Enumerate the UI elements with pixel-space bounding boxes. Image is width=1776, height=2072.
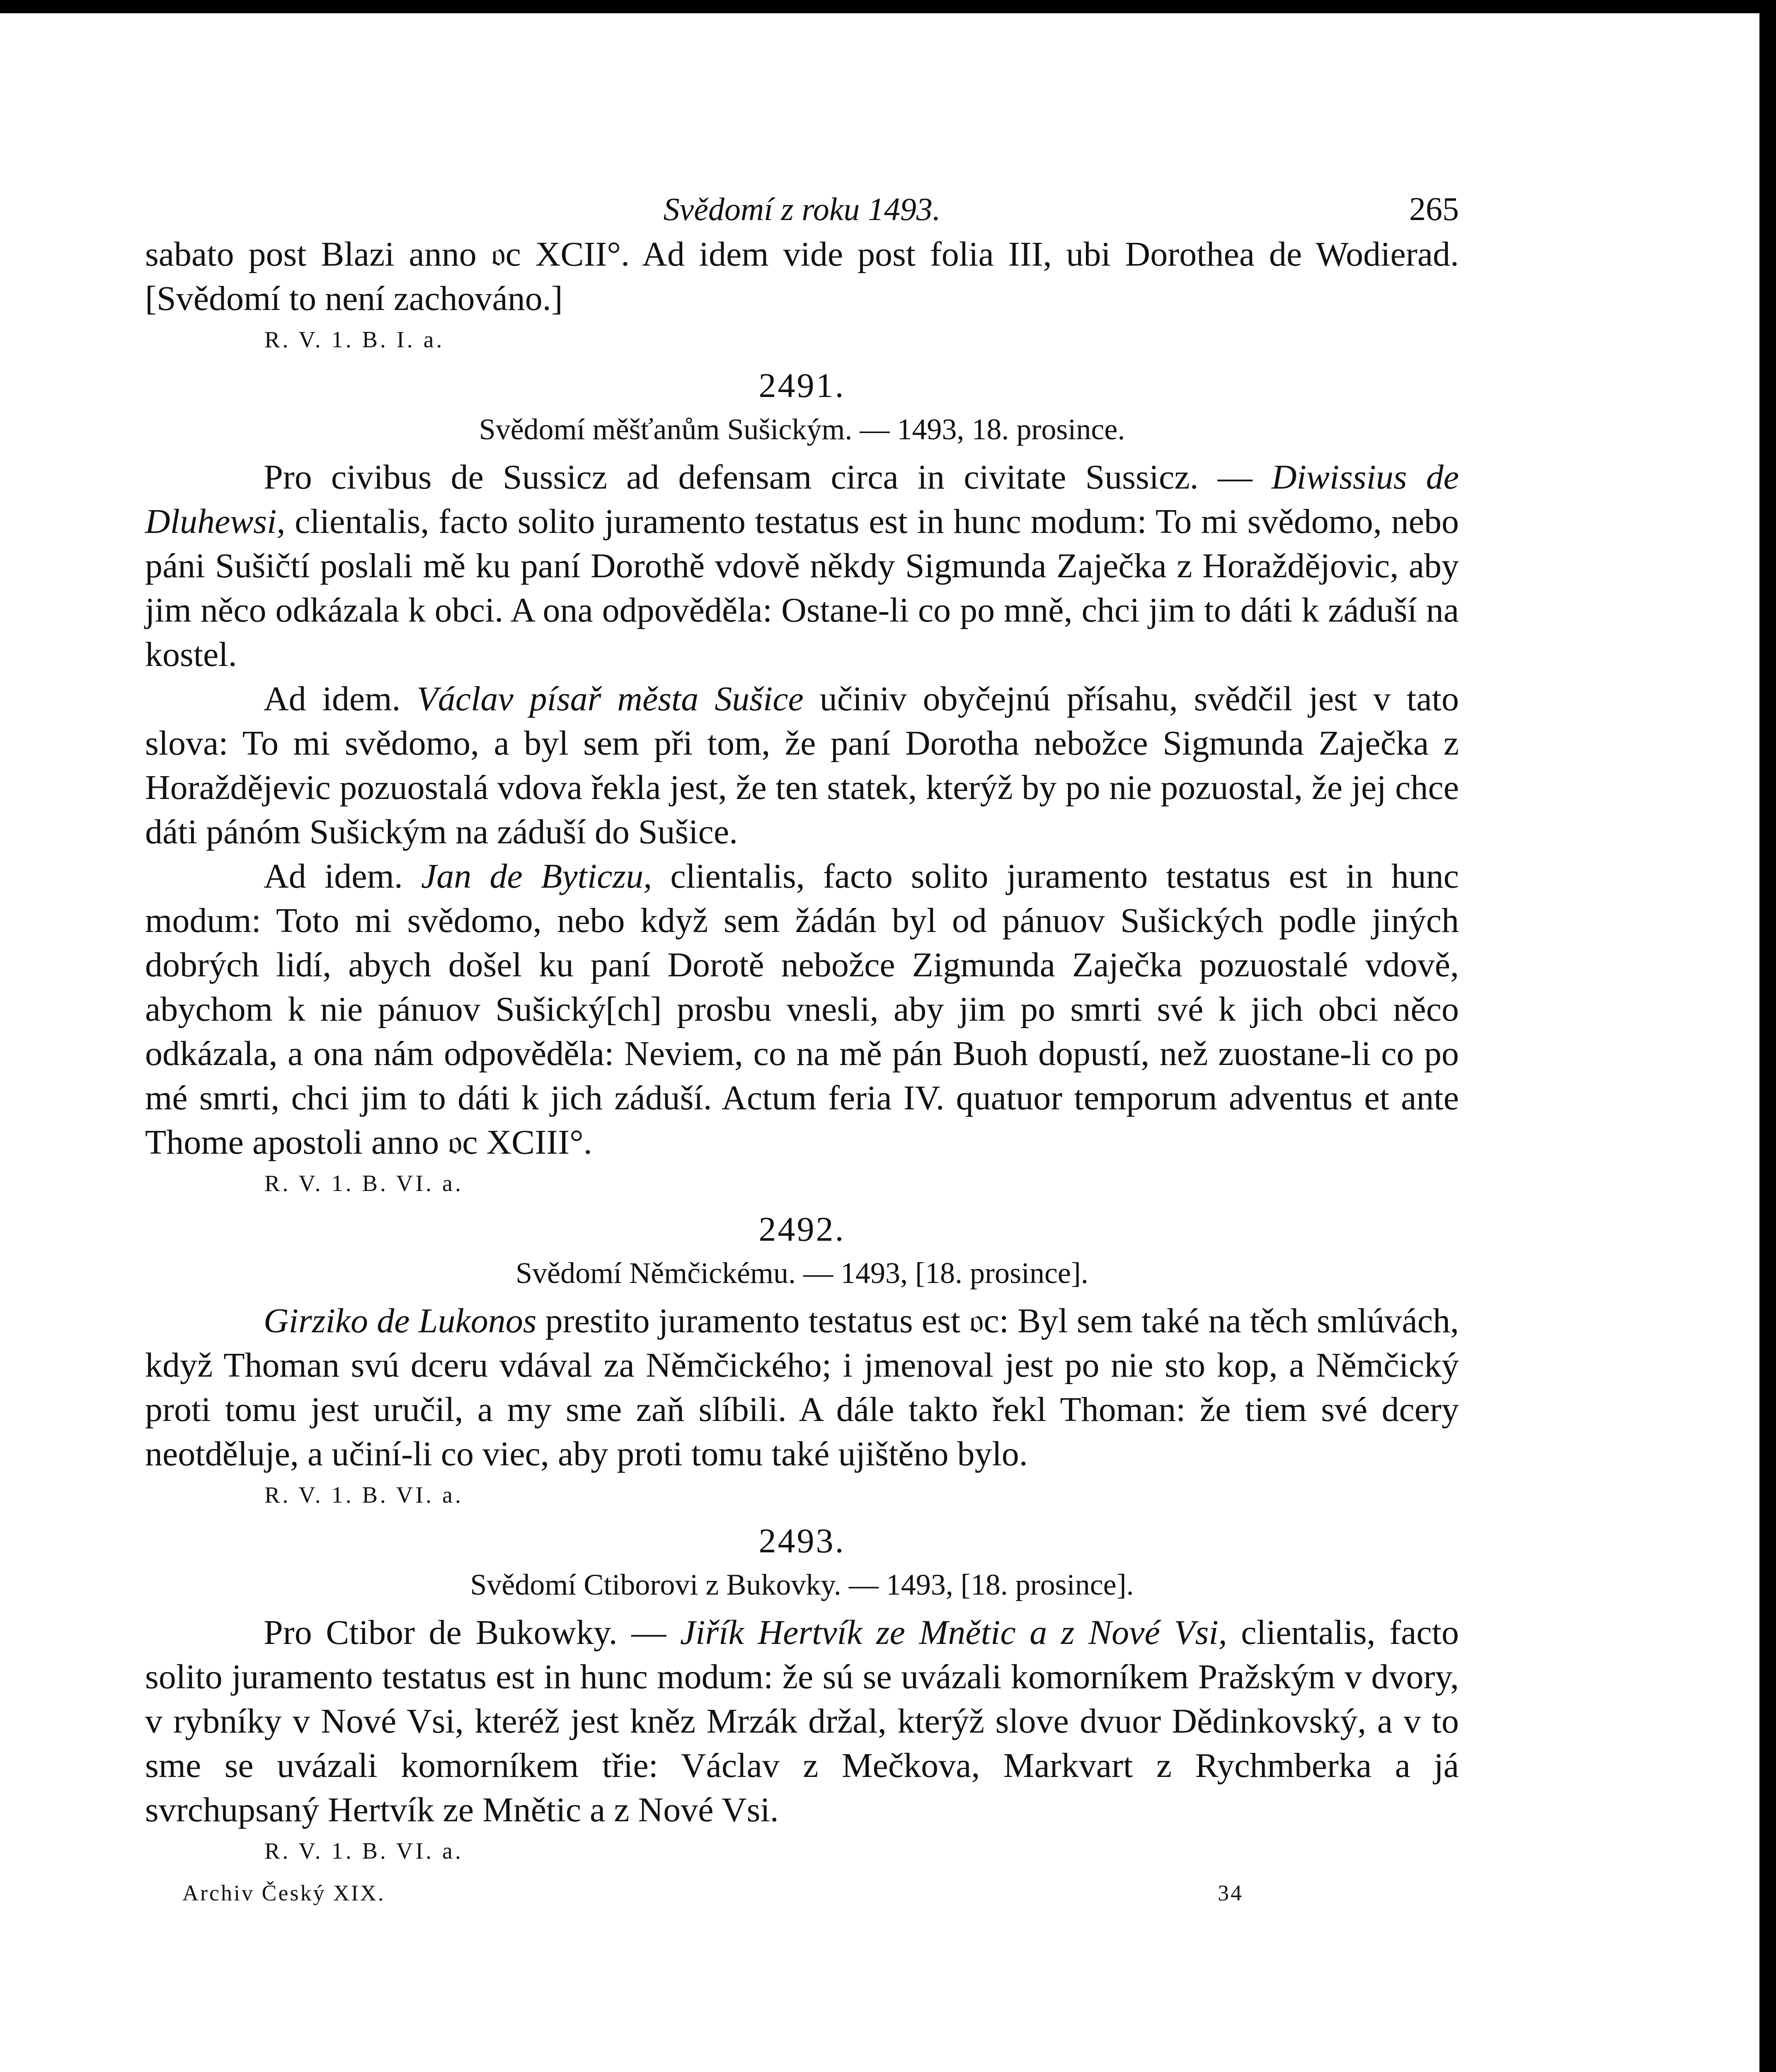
italic-name: Girziko de Lukonos <box>264 1302 537 1340</box>
entry-number: 2492. <box>758 1210 846 1249</box>
text-run: Pro civibus de Sussicz ad defensam circa in civitate Sussicz. — <box>264 458 1272 496</box>
entry-paragraph <box>145 1299 1459 1476</box>
italic-name: Diwissius de Dluhewsi, <box>145 458 1459 541</box>
entry-paragraph <box>145 1610 1459 1832</box>
intro-source: R. V. 1. B. I. a. <box>264 327 445 353</box>
entry-number: 2491. <box>758 366 846 405</box>
entry-heading: Svědomí měšťanům Sušickým. — 1493, 18. prosince. <box>479 413 1125 446</box>
scan-border-right <box>1759 0 1776 2072</box>
entry-heading: Svědomí Němčickému. — 1493, [18. prosince]. <box>516 1256 1088 1290</box>
text-run: clientalis, facto solito juramento testatus est in hunc modum: že sú se uvázali komorníkem Pražským v dvory, v rybníky v Nové Vsi, kteréž jest kněz Mrzák držal, kterýž slove dvuor Dědinkovský, a v to sme se uvázali komorníkem třie: Václav z Mečkova, Markvart z Rychmberka a já svrchupsaný Hertvík ze Mnětic a z Nové Vsi. <box>145 1613 1459 1829</box>
footer-signature: Archiv Český XIX. <box>182 1881 385 1905</box>
page <box>145 182 1459 1913</box>
text-run: Ad idem. <box>264 680 417 718</box>
entry-heading: Svědomí Ctiborovi z Bukovky. — 1493, [18. prosince]. <box>470 1568 1134 1601</box>
footer <box>145 1880 1459 1913</box>
text-run: Pro Ctibor de Bukowky. — <box>264 1613 680 1652</box>
text-run: Ad idem. <box>264 857 422 896</box>
entries <box>145 363 1459 1870</box>
text-run: clientalis, facto solito juramento testatus est in hunc modum: To mi svědomo, nebo páni Sušičtí poslali mě ku paní Dorothě vdově někdy Sigmunda Zaječka z Horaždějovic, aby jim něco odkázala k obci. A ona odpověděla: Ostane-li co po mně, chci jim to dáti k záduší na kostel. <box>145 502 1459 674</box>
scan-border-top <box>0 0 1776 13</box>
entry-source: R. V. 1. B. VI. a. <box>264 1171 463 1196</box>
text-run: učiniv obyčejnú přísahu, svědčil jest v tato slova: To mi svědomo, a byl sem při tom, že paní Dorotha nebožce Sigmunda Zaječka z Horaždějevic pozuostalá vdova řekla jest, že ten statek, kterýž by po nie pozuostal, že jej chce dáti pánóm Sušickým na záduší do Sušice. <box>145 680 1459 851</box>
running-head <box>145 182 1459 232</box>
footer-sheet-number: 34 <box>1218 1881 1243 1905</box>
page-number: 265 <box>1409 191 1459 228</box>
entry-source: R. V. 1. B. VI. a. <box>264 1482 463 1508</box>
italic-name: Jiřík Hertvík ze Mnětic a z Nové Vsi, <box>680 1613 1227 1652</box>
text-run: prestito juramento testatus est 𝔬c: Byl sem také na těch smlúvách, když Thoman svú dceru vdával za Němčického; i jmenoval jest po nie sto kop, a Němčický proti tomu jest uručil, a my sme zaň slíbili. A dále takto řekl Thoman: že tiem své dcery neotděluje, a učiní-li co viec, aby proti tomu také ujištěno bylo. <box>145 1302 1459 1473</box>
entry-paragraph <box>145 677 1459 854</box>
text-run: clientalis, facto solito juramento testatus est in hunc modum: Toto mi svědomo, nebo když sem žádán byl od pánuov Sušických podle jiných dobrých lidí, abych došel ku paní Dorotě nebožce Zigmunda Zaječka pozuostalé vdově, abychom k nie pánuov Sušický[ch] prosbu vnesli, aby jim po smrti své k jich obci něco odkázala, a ona nám odpověděla: Neviem, co na mě pán Buoh dopustí, než zuostane-li co po mé smrti, chci jim to dáti k jich záduší. Actum feria IV. quatuor temporum adventus et ante Thome apostoli anno 𝔬c XCIII°. <box>145 857 1459 1162</box>
entry-number: 2493. <box>758 1522 846 1560</box>
entry-paragraph <box>145 455 1459 677</box>
intro-paragraph: sabato post Blazi anno 𝔬c XCII°. Ad idem vide post folia III, ubi Dorothea de Wodierad. [Svědomí to není zachováno.] <box>145 235 1459 318</box>
italic-name: Jan de Byticzu, <box>421 857 652 896</box>
entry-paragraph <box>145 854 1459 1164</box>
entry-source: R. V. 1. B. VI. a. <box>264 1838 463 1864</box>
italic-name: Václav písař města Sušice <box>417 680 804 718</box>
running-title: Svědomí z roku 1493. <box>663 191 941 227</box>
